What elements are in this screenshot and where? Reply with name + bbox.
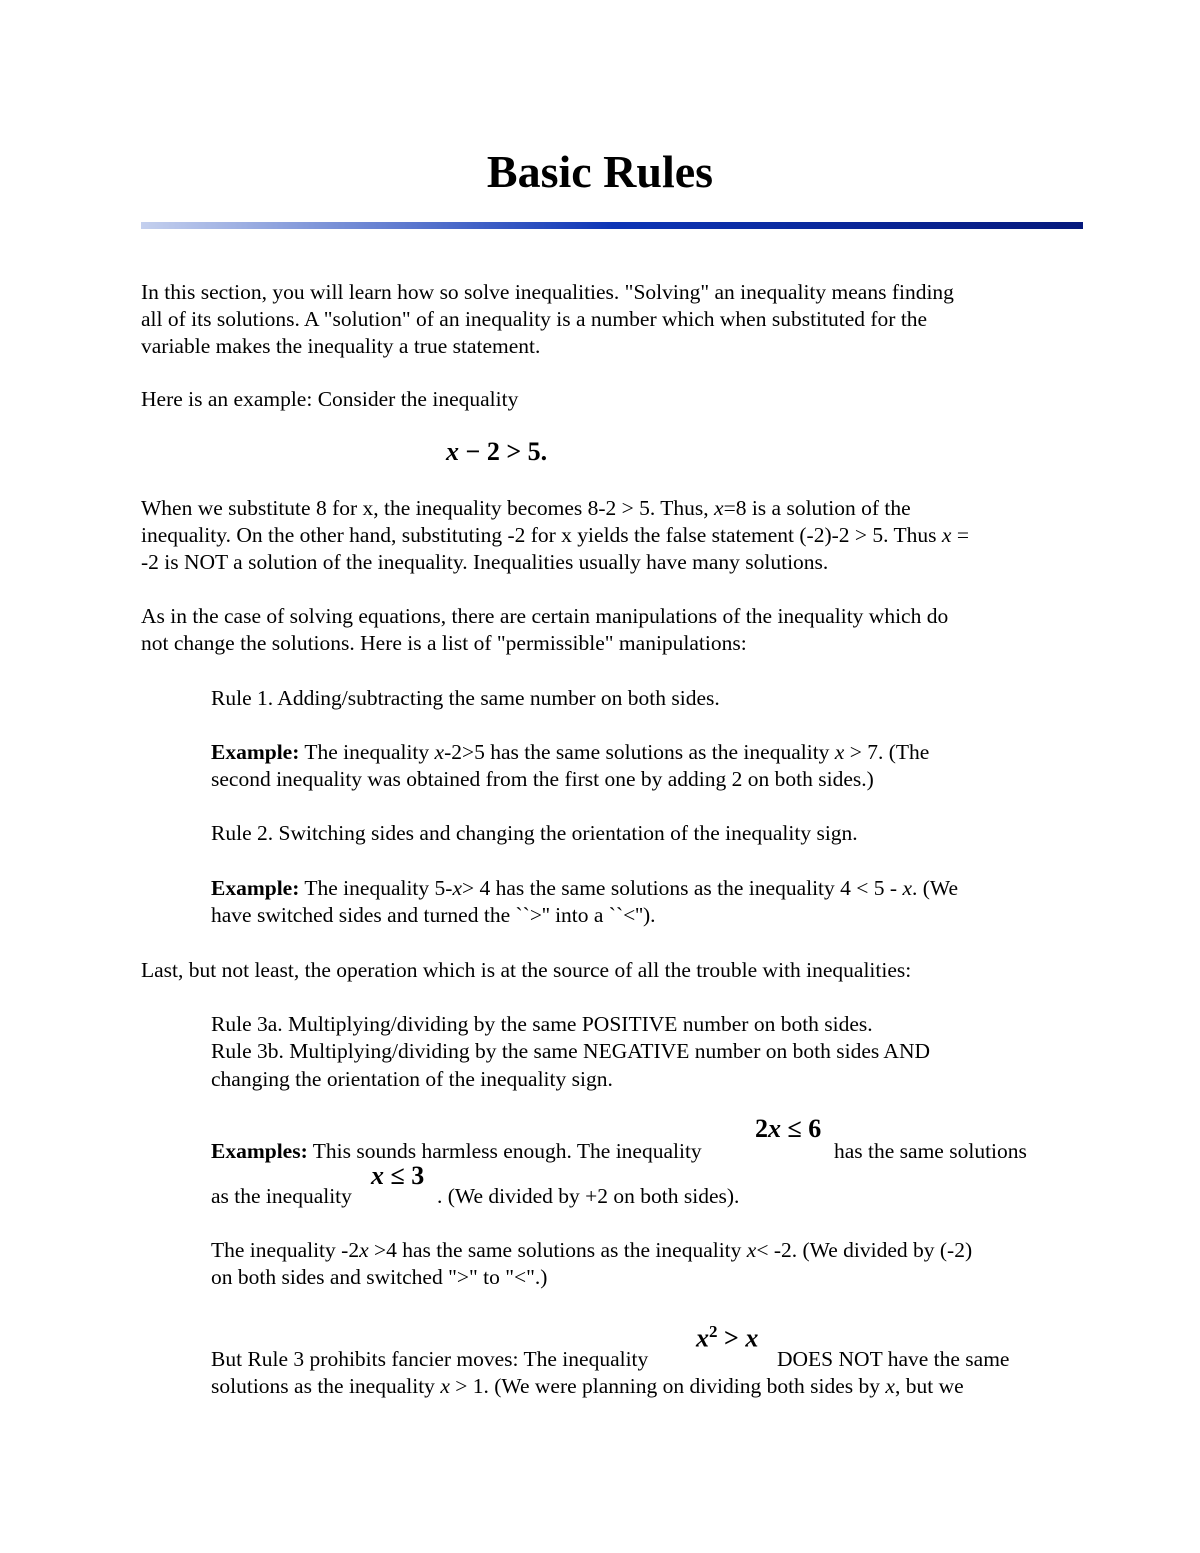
examples-line-1 (211, 1138, 702, 1165)
text: . (We (912, 876, 959, 900)
eq-rest: ≤ 3 (384, 1161, 425, 1190)
rule-3b-line-1: Rule 3b. Multiplying/dividing by the same NEGATIVE number on both sides AND (211, 1039, 931, 1063)
examples-line-2: as the inequality (211, 1184, 352, 1208)
eq-variable: x (696, 1323, 709, 1353)
text: When we substitute 8 for x, the inequality becomes 8-2 > 5. Thus, (141, 496, 715, 520)
rule-3b-line-2: changing the orientation of the inequality sign. (211, 1067, 613, 1091)
text: -2>5 has the same solutions as the inequality (444, 740, 835, 764)
substitution-line-2 (141, 522, 969, 549)
eq-rest: > (717, 1323, 746, 1353)
equation-2x-le-6 (755, 1114, 821, 1144)
text: The inequality (299, 740, 435, 764)
text: > 1. (We were planning on dividing both sides by (449, 1374, 886, 1398)
fancier-line-2 (211, 1373, 964, 1400)
intro-line-3: variable makes the inequality a true statement. (141, 334, 541, 358)
eq-variable: x (745, 1323, 759, 1353)
rule-2: Rule 2. Switching sides and changing the orientation of the inequality sign. (211, 821, 858, 845)
text: inequality. On the other hand, substituting -2 for x yields the false statement (-2)-2 > 5. Thus (141, 523, 942, 547)
examples-line-1-tail: has the same solutions (834, 1139, 1027, 1163)
text: = (951, 523, 969, 547)
rule-1-example-line-1 (211, 739, 929, 766)
negative-example-line-2: on both sides and switched ">" to "<".) (211, 1265, 548, 1289)
variable-x: x (452, 876, 462, 900)
variable-x: x (746, 1238, 757, 1262)
examples-label: Examples: (211, 1139, 308, 1163)
rule-2-example-line-1 (211, 875, 958, 902)
title-divider (141, 222, 1083, 229)
text: > 7. (The (844, 740, 930, 764)
text: , but we (894, 1374, 964, 1398)
example-label: Example: (211, 876, 300, 900)
variable-x: x (902, 876, 912, 900)
text: This sounds harmless enough. The inequality (307, 1139, 702, 1163)
text: =8 is a solution of the (723, 496, 911, 520)
rule-1: Rule 1. Adding/subtracting the same number on both sides. (211, 686, 720, 710)
variable-x: x (434, 740, 445, 764)
rule-2-example-line-2: have switched sides and turned the ``>'' into a ``<''). (211, 903, 656, 927)
intro-line-1: In this section, you will learn how so solve inequalities. "Solving" an inequality means finding (141, 280, 954, 304)
example-intro: Here is an example: Consider the inequality (141, 387, 519, 411)
text: >4 has the same solutions as the inequality (368, 1238, 747, 1262)
eq-variable: x (768, 1114, 781, 1143)
variable-x: x (834, 740, 845, 764)
substitution-line-3: -2 is NOT a solution of the inequality. Inequalities usually have many solutions. (141, 550, 829, 574)
intro-line-2: all of its solutions. A "solution" of an inequality is a number which when substituted for the (141, 307, 928, 331)
page-title: Basic Rules (486, 146, 714, 197)
variable-x: x (440, 1374, 450, 1398)
display-equation (446, 437, 547, 467)
text: > 4 has the same solutions as the inequality 4 < 5 - (462, 876, 903, 900)
equation-x-le-3 (371, 1161, 424, 1191)
text: The inequality -2 (211, 1238, 360, 1262)
variable-x: x (714, 496, 724, 520)
substitution-line-1 (141, 495, 911, 522)
text: The inequality 5- (299, 876, 453, 900)
eq-rest: ≤ 6 (781, 1114, 822, 1143)
rule-1-example-line-2: second inequality was obtained from the first one by adding 2 on both sides.) (211, 767, 874, 791)
variable-x: x (359, 1238, 369, 1262)
negative-example-line-1 (211, 1237, 972, 1264)
equation-x-squared-gt-x (696, 1317, 758, 1354)
text: < -2. (We divided by (-2) (756, 1238, 973, 1262)
eq-variable: x (371, 1161, 384, 1190)
eq-variable: x (446, 437, 459, 466)
eq-coefficient: 2 (755, 1114, 768, 1143)
manip-line-2: not change the solutions. Here is a list of "permissible" manipulations: (141, 631, 747, 655)
last-paragraph: Last, but not least, the operation which is at the source of all the trouble with inequalities: (141, 958, 912, 982)
eq-rest: − 2 > 5. (459, 437, 548, 466)
eq-exponent: 2 (709, 1322, 718, 1341)
variable-x: x (885, 1374, 895, 1398)
example-label: Example: (211, 740, 300, 764)
manip-line-1: As in the case of solving equations, there are certain manipulations of the inequality which do (141, 604, 949, 628)
fancier-line-1: But Rule 3 prohibits fancier moves: The inequality (211, 1347, 649, 1371)
fancier-line-1-tail: DOES NOT have the same (777, 1347, 1010, 1371)
variable-x: x (941, 523, 952, 547)
examples-line-2-tail: . (We divided by +2 on both sides). (437, 1184, 740, 1208)
rule-3a: Rule 3a. Multiplying/dividing by the same POSITIVE number on both sides. (211, 1012, 873, 1036)
text: solutions as the inequality (211, 1374, 441, 1398)
